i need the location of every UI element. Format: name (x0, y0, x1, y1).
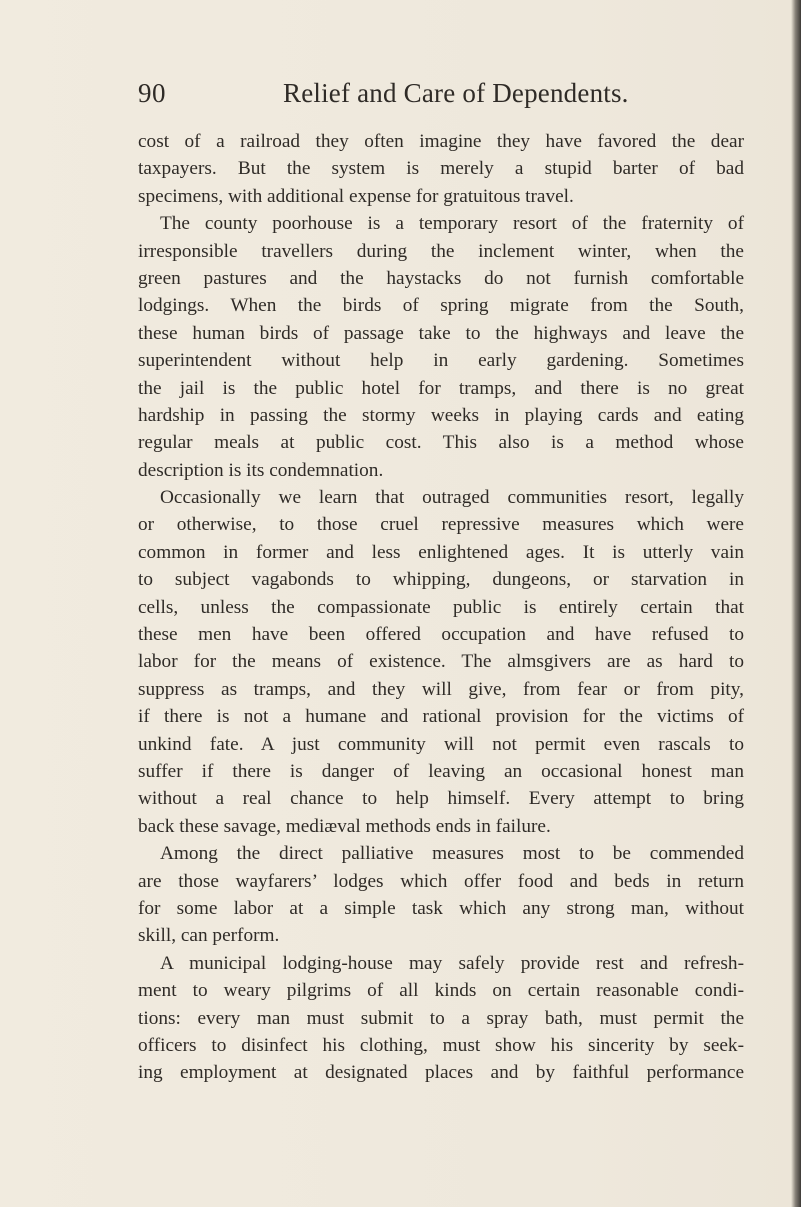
text-line: suffer if there is danger of leaving an occasional honest man (138, 760, 744, 782)
text-line: if there is not a humane and rational provision for the victims of (138, 706, 744, 728)
text-line: The county poorhouse is a temporary resort of the fraternity of (160, 213, 744, 235)
text-line: the jail is the public hotel for tramps, and there is no great (138, 377, 744, 399)
text-line: or otherwise, to those cruel repressive measures which were (138, 514, 744, 536)
text-line: ing employment at designated places and by faithful performance (138, 1062, 744, 1084)
text-line: cost of a railroad they often imagine they have favored the dear (138, 131, 744, 152)
text-line: to subject vagabonds to whipping, dungeons, or starvation in (138, 569, 744, 591)
text-line: taxpayers. But the system is merely a stupid barter of bad (138, 158, 744, 180)
text-line: description is its condemnation. (138, 459, 384, 481)
running-title: Relief and Care of Dependents. (283, 78, 629, 108)
text-line: for some labor at a simple task which any strong man, without (138, 897, 744, 919)
text-line: these human birds of passage take to the highways and leave the (138, 322, 744, 344)
text-line: common in former and less enlightened ages. It is utterly vain (138, 541, 744, 563)
body-text (138, 128, 744, 1087)
text-line: Occasionally we learn that outraged communities resort, legally (160, 487, 744, 509)
page-binding-shadow (791, 0, 801, 1207)
text-line: cells, unless the compassionate public is entirely certain that (138, 596, 744, 618)
text-line: tions: every man must submit to a spray bath, must permit the (138, 1007, 744, 1029)
page-header (138, 78, 738, 118)
text-line: specimens, with additional expense for gratuitous travel. (138, 185, 574, 207)
text-line: superintendent without help in early gardening. Sometimes (138, 350, 744, 372)
text-line: are those wayfarers’ lodges which offer food and beds in return (138, 870, 744, 892)
text-line: without a real chance to help himself. Every attempt to bring (138, 788, 744, 810)
text-line: skill, can perform. (138, 925, 280, 947)
text-line: hardship in passing the stormy weeks in playing cards and eating (138, 404, 744, 426)
text-line: officers to disinfect his clothing, must show his sincerity by seek- (138, 1034, 744, 1056)
text-line: these men have been offered occupation and have refused to (138, 624, 744, 646)
text-line: suppress as tramps, and they will give, from fear or from pity, (138, 678, 744, 700)
text-line: Among the direct palliative measures most to be commended (160, 843, 744, 865)
text-line: A municipal lodging-house may safely provide rest and refresh- (160, 952, 744, 974)
text-line: unkind fate. A just community will not permit even rascals to (138, 733, 744, 755)
text-line: labor for the means of existence. The almsgivers are as hard to (138, 651, 744, 673)
page-number: 90 (138, 78, 166, 108)
text-line: lodgings. When the birds of spring migrate from the South, (138, 295, 744, 317)
text-line: ment to weary pilgrims of all kinds on certain reasonable condi- (138, 980, 744, 1002)
text-line: back these savage, mediæval methods ends in failure. (138, 815, 551, 837)
text-line: green pastures and the haystacks do not furnish comfortable (138, 267, 744, 289)
text-line: irresponsible travellers during the inclement winter, when the (138, 240, 744, 262)
text-line: regular meals at public cost. This also is a method whose (138, 432, 744, 454)
